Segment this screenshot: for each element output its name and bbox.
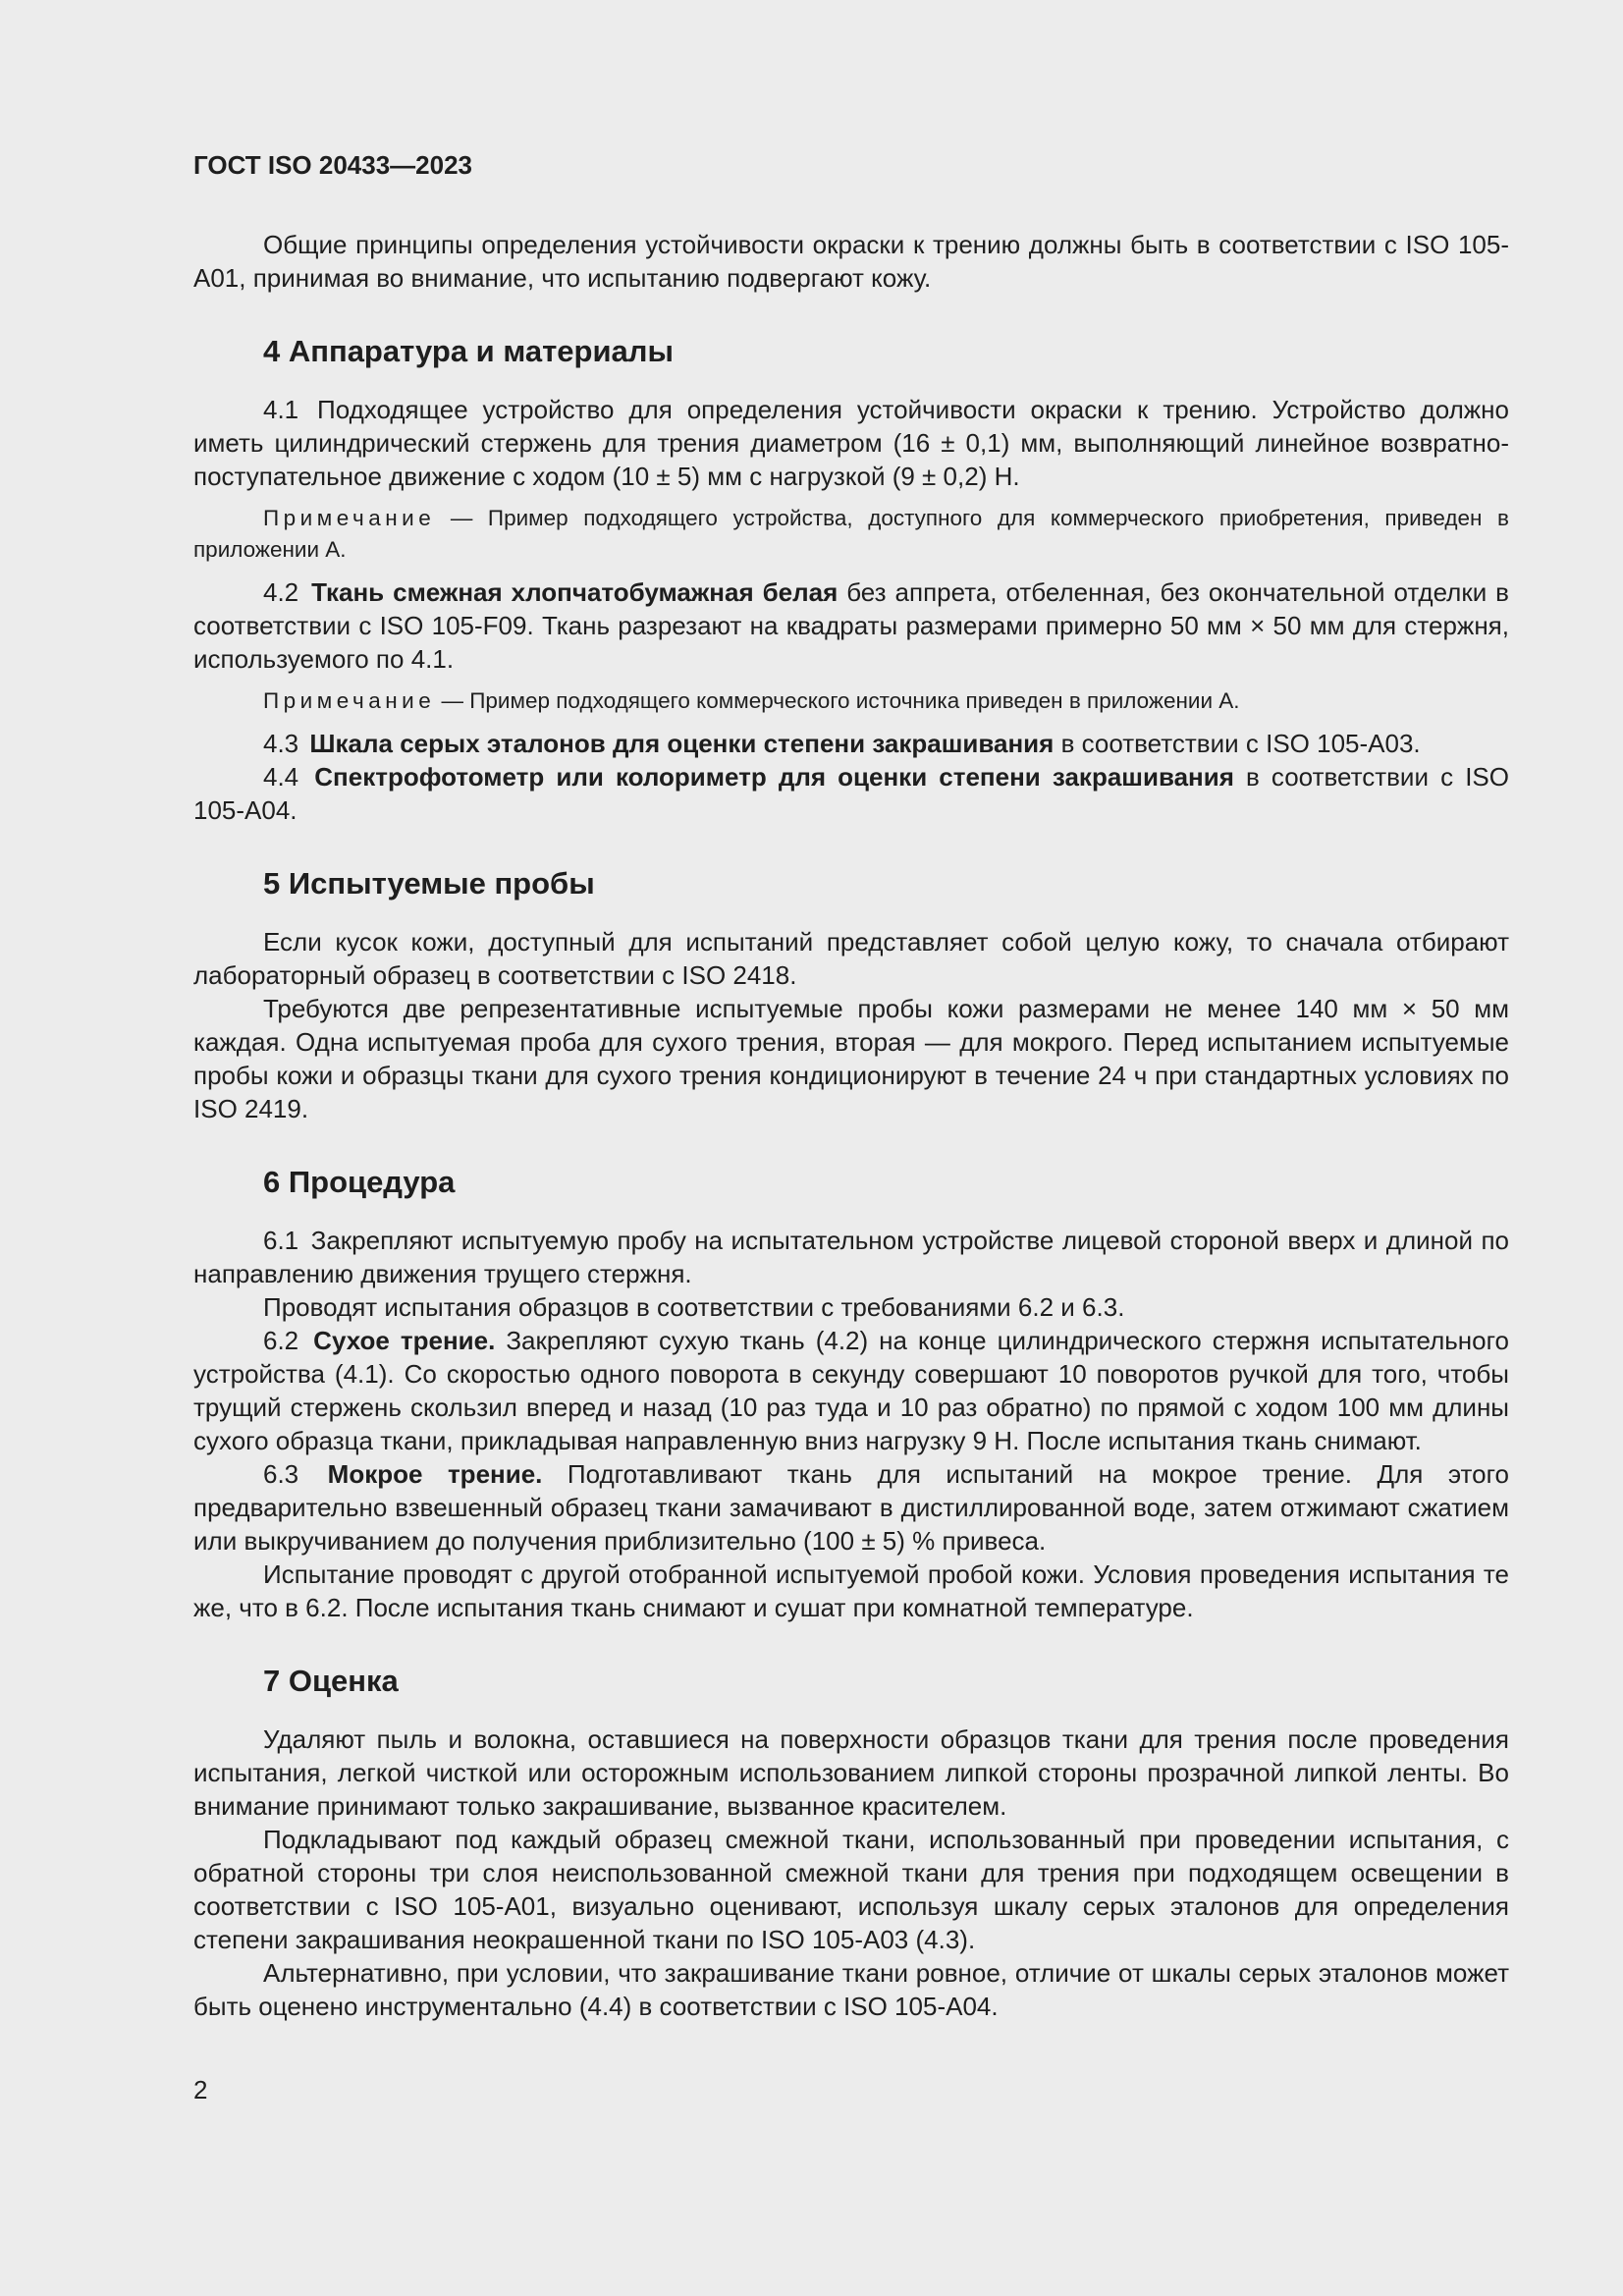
clause-6-1 — [193, 1224, 1509, 1290]
clause-6-2 — [193, 1324, 1509, 1457]
section-6-title: 6 Процедура — [263, 1165, 456, 1199]
clause-text: без аппрета, отбеленная, без окончательной отделки в соответствии с ISO 105-F09. Ткань разрезают на квадраты размерами примерно 50 мм × 50 мм для стержня, используемого по 4.1. — [193, 577, 1509, 674]
clause-term: Шкала серых эталонов для оценки степени закрашивания — [309, 729, 1055, 758]
clause-term: Спектрофотометр или колориметр для оценки степени закрашивания — [314, 762, 1234, 792]
clause-4-4 — [193, 760, 1509, 827]
note-text: — Пример подходящего коммерческого источника приведен в приложении А. — [435, 688, 1240, 713]
section-7-paragraph-3: Альтернативно, при условии, что закрашивание ткани ровное, отличие от шкалы серых эталонов может быть оценено инструментально (4.4) в соответствии с ISO 105-A04. — [193, 1958, 1509, 2021]
clause-number: 6.3 — [263, 1459, 299, 1489]
section-7-title: 7 Оценка — [263, 1664, 399, 1698]
clause-6-3 — [193, 1457, 1509, 1558]
clause-number: 4.4 — [263, 762, 299, 792]
section-5-paragraph-2: Требуются две репрезентативные испытуемые пробы кожи размерами не менее 140 мм × 50 мм каждая. Одна испытуемая проба для сухого трения, вторая — для мокрого. Перед испытанием испытуемые пробы кожи и образцы ткани для сухого трения кондиционируют в течение 24 ч при стандартных условиях по ISO 2419. — [193, 994, 1509, 1123]
clause-text: в соответствии с ISO 105-A04. — [193, 762, 1509, 825]
clause-4-1 — [193, 393, 1509, 493]
note-label: Примечание — [263, 688, 436, 713]
clause-4-2 — [193, 575, 1509, 676]
section-7-paragraph-2: Подкладывают под каждый образец смежной ткани, использованный при проведении испытания, с обратной стороны три слоя неиспользованной смежной ткани для трения при подходящем освещении в соответствии с ISO 105-A01, визуально оценивают, используя шкалу серых эталонов для определения степени закрашивания неокрашенной ткани по ISO 105-A03 (4.3). — [193, 1825, 1509, 1954]
clause-term: Мокрое трение. — [327, 1459, 543, 1489]
clause-number: 6.1 — [263, 1226, 299, 1255]
clause-number: 4.2 — [263, 577, 299, 607]
document-header: ГОСТ ISO 20433—2023 — [193, 150, 473, 180]
clause-number: 4.3 — [263, 729, 299, 758]
clause-term: Сухое трение. — [313, 1326, 496, 1355]
note-4-1 — [193, 503, 1509, 566]
clause-text: Закрепляют испытуемую пробу на испытательном устройстве лицевой стороной вверх и длиной по направлению движения трущего стержня. — [193, 1226, 1509, 1288]
clause-text: Закрепляют сухую ткань (4.2) на конце цилиндрического стержня испытательного устройства (4.1). Со скоростью одного поворота в секунду совершают 10 поворотов ручкой для того, чтобы трущий стержень скользил вперед и назад (10 раз туда и 10 раз обратно) по прямой с ходом 100 мм длины сухого образца ткани, прикладывая направленную вниз нагрузку 9 Н. После испытания ткань снимают. — [193, 1326, 1509, 1455]
clause-number: 4.1 — [263, 395, 299, 424]
document-page — [193, 143, 1509, 2023]
note-4-2 — [193, 685, 1509, 717]
clause-6-3-continued: Испытание проводят с другой отобранной испытуемой пробой кожи. Условия проведения испытания те же, что в 6.2. После испытания ткань снимают и сушат при комнатной температуре. — [193, 1559, 1509, 1622]
clause-6-1-continued: Проводят испытания образцов в соответствии с требованиями 6.2 и 6.3. — [263, 1292, 1125, 1322]
intro-paragraph: Общие принципы определения устойчивости окраски к трению должны быть в соответствии с ISO 105-A01, принимая во внимание, что испытанию подвергают кожу. — [193, 230, 1509, 293]
clause-term: Ткань смежная хлопчатобумажная белая — [311, 577, 839, 607]
clause-text: Подходящее устройство для определения устойчивости окраски к трению. Устройство должно иметь цилиндрический стержень для трения диаметром (16 ± 0,1) мм, выполняющий линейное возвратно-поступательное движение с ходом (10 ± 5) мм с нагрузкой (9 ± 0,2) Н. — [193, 395, 1509, 491]
note-text: — Пример подходящего устройства, доступного для коммерческого приобретения, приведен в приложении А. — [193, 506, 1509, 562]
page-number: 2 — [193, 2075, 208, 2105]
clause-text: в соответствии с ISO 105-A03. — [1054, 729, 1421, 758]
clause-4-3 — [193, 727, 1509, 760]
clause-text: Подготавливают ткань для испытаний на мокрое трение. Для этого предварительно взвешенный образец ткани замачивают в дистиллированной воде, затем отжимают сжатием или выкручиванием до получения приблизительно (100 ± 5) % привеса. — [193, 1459, 1509, 1556]
section-4-title: 4 Аппаратура и материалы — [263, 334, 674, 368]
section-5-title: 5 Испытуемые пробы — [263, 866, 595, 901]
section-7-paragraph-1: Удаляют пыль и волокна, оставшиеся на поверхности образцов ткани для трения после проведения испытания, легкой чисткой или осторожным использованием липкой стороны прозрачной липкой ленты. Во внимание принимают только закрашивание, вызванное красителем. — [193, 1724, 1509, 1821]
note-label: Примечание — [263, 506, 436, 530]
section-5-paragraph-1: Если кусок кожи, доступный для испытаний представляет собой целую кожу, то сначала отбирают лабораторный образец в соответствии с ISO 2418. — [193, 927, 1509, 990]
clause-number: 6.2 — [263, 1326, 299, 1355]
